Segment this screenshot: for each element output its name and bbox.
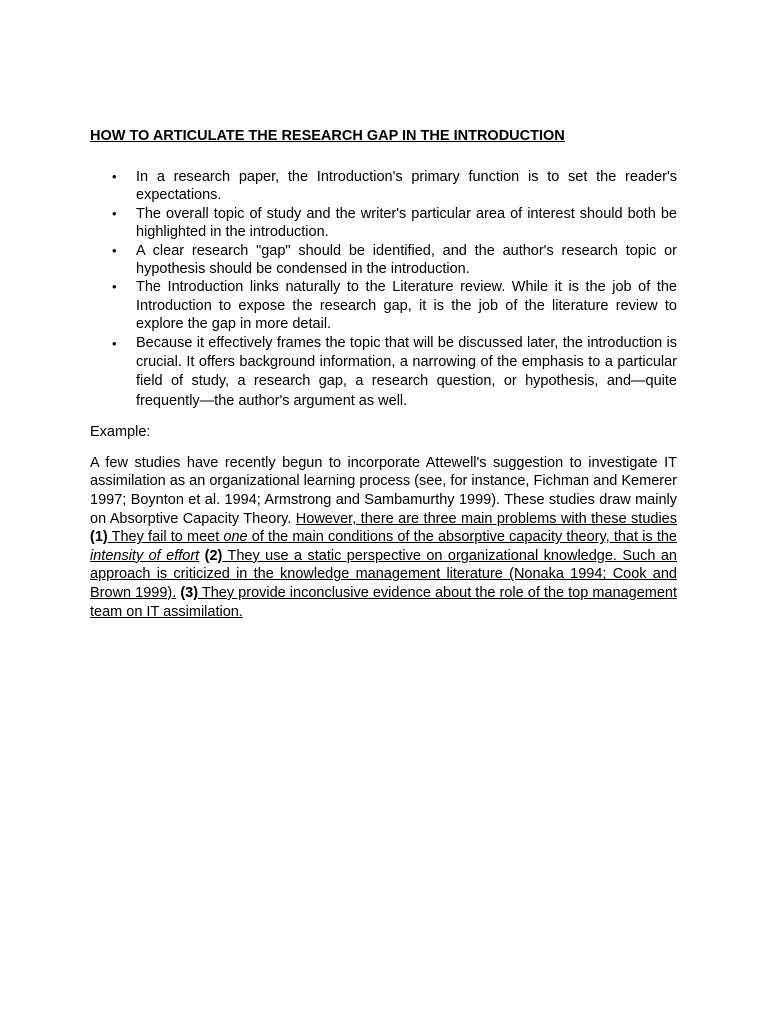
problem-2-text: They use a static perspective on organizational knowledge. Such an approach is criticized in the knowledge management literature (Nonaka 1994; Cook and Brown 1999).	[90, 547, 677, 601]
problem-1-text-a: They fail to meet	[107, 529, 224, 546]
list-item-text: The overall topic of study and the writer's particular area of interest should both be highlighted in the introduction.	[136, 205, 677, 241]
bullet-icon: •	[112, 242, 117, 258]
list-item	[90, 168, 677, 205]
problems-lead: However, there are three main problems with these studies	[295, 510, 677, 527]
problem-1-emphasis-intensity: intensity of effort	[90, 547, 200, 564]
bullet-icon: •	[112, 205, 117, 221]
list-item	[90, 278, 677, 333]
list-item	[90, 242, 677, 279]
document-title: HOW TO ARTICULATE THE RESEARCH GAP IN THE INTRODUCTION	[90, 128, 565, 144]
document-page	[90, 127, 677, 621]
list-item-text: A clear research "gap" should be identified, and the author's research topic or hypothesis should be condensed in the introduction.	[136, 242, 677, 278]
problem-marker-2: (2)	[199, 547, 223, 564]
example-label: Example:	[90, 423, 151, 440]
problem-3-text: They provide inconclusive evidence about the role of the top management team on IT assimilation.	[90, 585, 677, 620]
problem-1-emphasis-one: one	[223, 529, 248, 546]
list-item-text: The Introduction links naturally to the Literature review. While it is the job of the Introduction to expose the research gap, it is the job of the literature review to explore the gap in more detail.	[136, 279, 677, 333]
list-item-text: In a research paper, the Introduction's primary function is to set the reader's expectations.	[136, 169, 677, 204]
problem-marker-3: (3)	[176, 585, 199, 601]
list-item	[90, 334, 677, 411]
key-points-list	[90, 168, 677, 411]
list-item	[90, 205, 677, 242]
example-paragraph	[90, 454, 677, 621]
list-item-text: Because it effectively frames the topic that will be discussed later, the introduction is crucial. It offers background information, a narrowing of the emphasis to a particular field of study, a research gap, a research question, or hypothesis, and—quite frequently—the author's argument as well.	[136, 334, 677, 409]
bullet-icon: •	[112, 279, 117, 295]
bullet-icon: •	[112, 169, 117, 184]
problem-marker-1: (1)	[90, 529, 108, 546]
bullet-icon: •	[112, 335, 117, 351]
problem-1-text-b: of the main conditions of the absorptive capacity theory, that is the	[247, 529, 677, 546]
example-intro: A few studies have recently begun to incorporate Attewell's suggestion to investigate IT assimilation as an organizational learning process (see, for instance, Fichman and Kemerer 1997; Boynton et al. 1994; Armstrong and Sambamurthy 1999). These studies draw mainly on Absorptive Capacity Theory.	[90, 454, 677, 527]
